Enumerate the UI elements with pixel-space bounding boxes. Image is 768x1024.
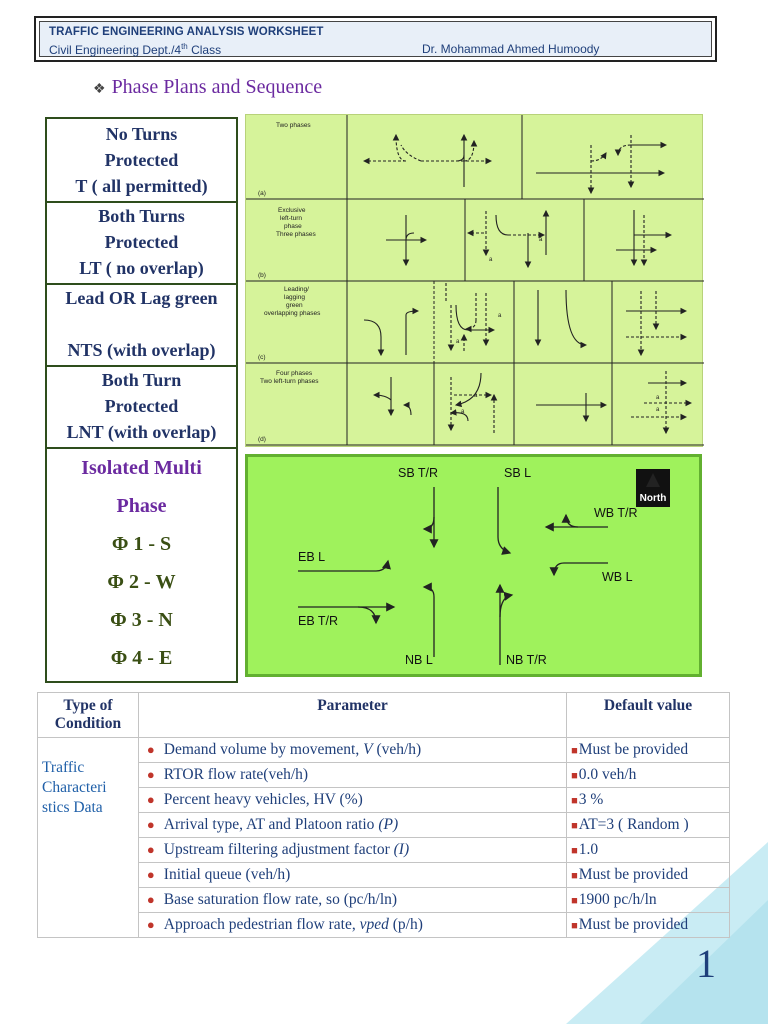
bullet-dot-icon: ● bbox=[146, 892, 155, 907]
value-text: 1900 pc/h/ln bbox=[578, 891, 657, 908]
nb-left-arrow bbox=[424, 587, 434, 657]
caption-row-c-3: green bbox=[286, 302, 303, 309]
label-line: Both Turn bbox=[101, 370, 182, 390]
square-bullet-icon: ■ bbox=[571, 920, 578, 932]
param-text: Upstream filtering adjustment factor bbox=[163, 841, 394, 858]
param-text: Approach pedestrian flow rate, bbox=[163, 916, 360, 933]
marker-a-b2: a bbox=[539, 237, 543, 243]
bullet-dot-icon: ● bbox=[146, 917, 155, 932]
caption-row-c-4: overlapping phases bbox=[264, 310, 321, 317]
param-text: Base saturation flow rate, so (pc/h/ln) bbox=[163, 891, 398, 908]
label-line bbox=[47, 311, 236, 337]
traffic-parameters-table bbox=[37, 692, 730, 938]
default-value-cell bbox=[567, 838, 730, 863]
bullet-dot-icon: ● bbox=[146, 867, 155, 882]
page-number: 1 bbox=[696, 941, 716, 986]
marker-a-c1: a bbox=[498, 313, 502, 319]
marker-a-d4: a bbox=[656, 395, 660, 401]
iso-line2: Phase bbox=[116, 495, 167, 517]
condition-group-cell bbox=[38, 738, 139, 938]
value-text: 0.0 veh/h bbox=[578, 766, 637, 783]
diamond-bullet-icon: ❖ bbox=[93, 82, 106, 97]
table-row bbox=[38, 838, 730, 863]
phase-plan-diagram bbox=[245, 114, 703, 447]
label-both-turns bbox=[47, 203, 236, 285]
wb-right-arrow bbox=[566, 515, 578, 527]
author-name: Dr. Mohammad Ahmed Humoody bbox=[422, 42, 600, 56]
default-value-cell bbox=[567, 788, 730, 813]
param-italic: (P) bbox=[378, 816, 399, 833]
header-parameter: Parameter bbox=[138, 693, 566, 738]
label-line: NTS (with overlap) bbox=[67, 340, 216, 360]
section-title: Phase Plans and Sequence bbox=[111, 76, 323, 98]
caption-row-b-1: Exclusive bbox=[278, 207, 306, 214]
param-text: Arrival type, AT and Platoon ratio bbox=[163, 816, 379, 833]
default-value-cell bbox=[567, 738, 730, 763]
table-row bbox=[38, 813, 730, 838]
table-row bbox=[38, 788, 730, 813]
param-text: RTOR flow rate(veh/h) bbox=[163, 766, 309, 783]
label-isolated-multiphase bbox=[47, 449, 236, 681]
parameter-cell bbox=[138, 863, 566, 888]
isolated-multiphase-diagram bbox=[245, 454, 702, 677]
phase-2-label: Φ 2 - W bbox=[107, 571, 176, 593]
square-bullet-icon: ■ bbox=[571, 895, 578, 907]
value-text: Must be provided bbox=[578, 866, 689, 883]
table-row bbox=[38, 738, 730, 763]
table-row bbox=[38, 888, 730, 913]
param-text: Initial queue (veh/h) bbox=[163, 866, 291, 883]
department-sup: th bbox=[181, 42, 188, 51]
parameter-cell bbox=[138, 888, 566, 913]
default-value-cell bbox=[567, 913, 730, 938]
param-italic: V bbox=[363, 741, 373, 758]
label-line: Protected bbox=[104, 396, 179, 416]
default-value-cell bbox=[567, 813, 730, 838]
marker-a-d1: a bbox=[461, 409, 465, 415]
param-italic: (I) bbox=[393, 841, 410, 858]
parameter-cell bbox=[138, 838, 566, 863]
nb-right-arrow bbox=[500, 595, 512, 617]
group-line: Characteri bbox=[42, 779, 107, 796]
group-line: Traffic bbox=[42, 759, 85, 776]
label-lead-lag bbox=[47, 285, 236, 367]
square-bullet-icon: ■ bbox=[571, 870, 578, 882]
phase-3-label: Φ 3 - N bbox=[110, 609, 173, 631]
phase-label-column bbox=[45, 117, 238, 683]
parameter-cell bbox=[138, 813, 566, 838]
table-row bbox=[38, 863, 730, 888]
phase-plan-svg bbox=[246, 115, 704, 448]
parameter-cell bbox=[138, 913, 566, 938]
label-line: LNT (with overlap) bbox=[66, 422, 217, 442]
square-bullet-icon: ■ bbox=[571, 770, 578, 782]
value-text: Must be provided bbox=[578, 916, 689, 933]
eb-right-arrow bbox=[358, 607, 376, 623]
table-row bbox=[38, 913, 730, 938]
label-line: Protected bbox=[104, 232, 179, 252]
label-no-turns bbox=[47, 119, 236, 203]
caption-row-b-2: left-turn bbox=[280, 215, 303, 222]
caption-row-b-4: Three phases bbox=[276, 231, 316, 238]
caption-tag-b: (b) bbox=[258, 272, 266, 279]
iso-line1: Isolated Multi bbox=[81, 457, 202, 479]
square-bullet-icon: ■ bbox=[571, 795, 578, 807]
table-body bbox=[38, 738, 730, 938]
isolated-multiphase-svg bbox=[248, 457, 699, 674]
department-tail: Class bbox=[187, 43, 222, 57]
label-line: Protected bbox=[104, 150, 179, 170]
parameter-cell bbox=[138, 763, 566, 788]
param-text: Demand volume by movement, bbox=[163, 741, 364, 758]
caption-row-d-2: Two left-turn phases bbox=[260, 378, 319, 385]
caption-row-b-3: phase bbox=[284, 223, 302, 230]
param-italic: vped bbox=[359, 916, 389, 933]
label-nb-tr: NB T/R bbox=[506, 653, 547, 667]
department-text: Civil Engineering Dept./4 bbox=[49, 43, 182, 57]
label-nb-l: NB L bbox=[405, 653, 433, 667]
phase-1-label: Φ 1 - S bbox=[111, 533, 172, 555]
square-bullet-icon: ■ bbox=[571, 845, 578, 857]
square-bullet-icon: ■ bbox=[571, 820, 578, 832]
caption-row-d-1: Four phases bbox=[276, 370, 313, 377]
label-eb-l: EB L bbox=[298, 550, 326, 564]
bullet-dot-icon: ● bbox=[146, 842, 155, 857]
label-line: Lead OR Lag green bbox=[65, 288, 218, 308]
north-label: North bbox=[639, 493, 667, 504]
value-text: AT=3 ( Random ) bbox=[578, 816, 689, 833]
table-header-row bbox=[38, 693, 730, 738]
caption-tag-a: (a) bbox=[258, 190, 266, 197]
caption-tag-d: (d) bbox=[258, 436, 266, 443]
bullet-dot-icon: ● bbox=[146, 767, 155, 782]
worksheet-title: TRAFFIC ENGINEERING ANALYSIS WORKSHEET bbox=[49, 26, 324, 38]
label-line: No Turns bbox=[105, 124, 178, 144]
caption-row-c-1: Leading/ bbox=[284, 286, 309, 293]
parameter-cell bbox=[138, 738, 566, 763]
wb-left-arrow bbox=[554, 563, 608, 575]
label-wb-tr: WB T/R bbox=[594, 506, 638, 520]
param-tail: (veh/h) bbox=[372, 741, 422, 758]
label-both-turn-overlap bbox=[47, 367, 236, 449]
label-line: LT ( no overlap) bbox=[79, 258, 204, 278]
bullet-dot-icon: ● bbox=[146, 792, 155, 807]
default-value-cell bbox=[567, 888, 730, 913]
header-type-of-condition: Type of Condition bbox=[38, 693, 139, 738]
worksheet-header bbox=[34, 16, 717, 62]
marker-a-d2: a bbox=[474, 393, 478, 399]
label-eb-tr: EB T/R bbox=[298, 614, 339, 628]
bullet-dot-icon: ● bbox=[146, 817, 155, 832]
param-text: Percent heavy vehicles, HV (%) bbox=[163, 791, 363, 808]
bullet-dot-icon: ● bbox=[146, 742, 155, 757]
label-sb-tr: SB T/R bbox=[398, 466, 439, 480]
section-heading bbox=[93, 76, 322, 99]
caption-row-c-2: lagging bbox=[284, 294, 305, 301]
marker-a-c2: a bbox=[456, 339, 460, 345]
sb-left-arrow bbox=[498, 487, 510, 553]
table-row bbox=[38, 763, 730, 788]
group-line: stics Data bbox=[42, 799, 103, 816]
marker-a-b1: a bbox=[489, 257, 493, 263]
param-tail: (p/h) bbox=[388, 916, 423, 933]
label-line: Both Turns bbox=[98, 206, 185, 226]
caption-tag-c: (c) bbox=[258, 354, 266, 361]
value-text: 3 % bbox=[578, 791, 604, 808]
caption-row-a: Two phases bbox=[276, 122, 311, 129]
default-value-cell bbox=[567, 863, 730, 888]
default-value-cell bbox=[567, 763, 730, 788]
header-default-value: Default value bbox=[567, 693, 730, 738]
value-text: Must be provided bbox=[578, 741, 689, 758]
worksheet-header-inner bbox=[39, 21, 712, 57]
phase-4-label: Φ 4 - E bbox=[110, 647, 173, 669]
department-line bbox=[49, 42, 221, 57]
marker-a-d3: a bbox=[656, 407, 660, 413]
label-wb-l: WB L bbox=[602, 570, 633, 584]
value-text: 1.0 bbox=[578, 841, 599, 858]
sb-right-arrow bbox=[424, 517, 434, 529]
square-bullet-icon: ■ bbox=[571, 745, 578, 757]
label-sb-l: SB L bbox=[504, 466, 532, 480]
label-line: T ( all permitted) bbox=[75, 176, 208, 196]
parameter-cell bbox=[138, 788, 566, 813]
